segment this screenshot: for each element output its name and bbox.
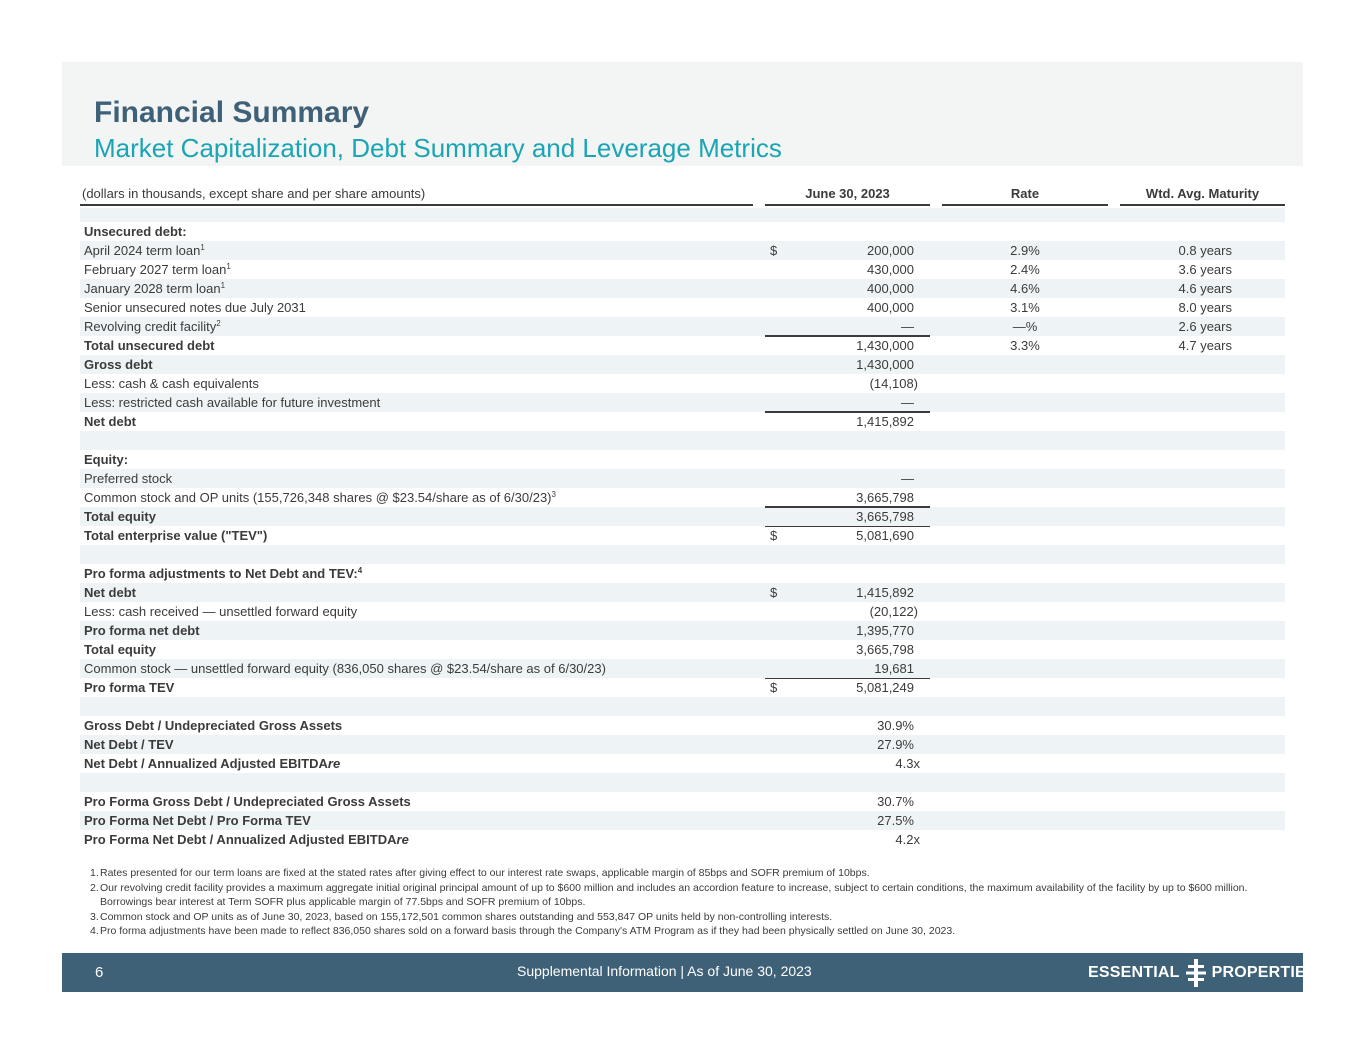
- section-title: Unsecured debt:: [84, 224, 187, 239]
- footnote: 2. Our revolving credit facility provides a maximum aggregate initial original principal amount of up to $600 million and includes an accordion feature to increase, subject to certain conditions, the maximum availability of the facility by up to $600 million. Borrowings bear interest at Term SOFR plus applicable margin of 77.5bps and SOFR premium of 10bps.: [90, 881, 1248, 908]
- page-number: 6: [95, 964, 104, 981]
- section-title: Equity:: [84, 452, 129, 467]
- header-rule: [765, 204, 930, 206]
- spacer-row: [80, 208, 1285, 222]
- spacer-row: [80, 431, 1285, 450]
- spacer-row: [80, 545, 1285, 564]
- footnotes: [84, 866, 1284, 939]
- logo-text-right: PROPERTIES: [1211, 964, 1317, 981]
- metric-row: Pro Forma Gross Debt / Undepreciated Gross Assets 30.7%: [84, 794, 914, 809]
- table-row: Less: restricted cash available for future investment —: [80, 393, 1285, 412]
- company-logo: [1088, 961, 1317, 985]
- spacer-row: [80, 697, 1285, 716]
- column-header-rate: Rate: [1010, 186, 1040, 201]
- table-row: February 2027 term loan$^1$ 430,000 2.4% 3.6 years: [84, 262, 1232, 277]
- metric-row: Gross Debt / Undepreciated Gross Assets 30.9%: [84, 718, 914, 733]
- financial-table: [80, 180, 1285, 849]
- header-rule: [80, 204, 753, 206]
- table-row: Pro forma net debt 1,395,770: [80, 621, 1285, 640]
- header-rule: [1120, 204, 1285, 206]
- page-title: Financial Summary: [94, 96, 370, 129]
- column-header-maturity: Wtd. Avg. Maturity: [1145, 186, 1260, 201]
- table-note: (dollars in thousands, except share and per share amounts): [82, 186, 426, 201]
- table-row: Common stock and OP units (155,726,348 shares @ $23.54/share as of 6/30/23)$^3$ 3,665,798: [84, 490, 914, 505]
- table-row: Gross debt 1,430,000: [80, 355, 1285, 374]
- table-row-total: Total equity 3,665,798: [80, 507, 1285, 526]
- table-row: Net debt $ 1,415,892: [80, 583, 1285, 602]
- footer-bar: [62, 953, 1317, 992]
- table-row-total: Total unsecured debt 1,430,000 3.3% 4.7 years: [80, 336, 1285, 355]
- table-row: Less: cash received — unsettled forward equity (20,122): [80, 602, 1285, 621]
- table-row: Revolving credit facility$^2$ — —% 2.6 years: [80, 317, 1285, 336]
- table-row: April 2024 term loan$^1$ $ 200,000 2.9% 0.8 years: [80, 241, 1285, 260]
- metric-row: Pro Forma Net Debt / Pro Forma TEV 27.5%: [80, 811, 1285, 830]
- table-row: Less: cash & cash equivalents (14,108): [84, 376, 918, 391]
- metric-row: Net Debt / Annualized Adjusted EBITDAre 4.3x: [84, 756, 920, 771]
- table-row: Common stock — unsettled forward equity (836,050 shares @ $23.54/share as of 6/30/23) 19,681: [80, 659, 1285, 678]
- header-rule: [942, 204, 1108, 206]
- table-row: Total equity 3,665,798: [84, 642, 914, 657]
- footnote: 3. Common stock and OP units as of June 30, 2023, based on 155,172,501 common shares outstanding and 553,847 OP units held by non-controlling interests.: [90, 910, 833, 923]
- table-row-total: Pro forma TEV $ 5,081,249: [80, 678, 1285, 697]
- slide: [62, 62, 1317, 992]
- table-header: [80, 180, 1285, 208]
- metric-row: Net Debt / TEV 27.9%: [80, 735, 1285, 754]
- table-row-total: Total enterprise value ("TEV") $ 5,081,690: [80, 526, 1285, 545]
- logo-text-left: ESSENTIAL: [1088, 964, 1180, 981]
- logo-mark-icon: [1186, 959, 1206, 987]
- spacer-row: [80, 773, 1285, 792]
- footnote: 4. Pro forma adjustments have been made to reflect 836,050 shares sold on a forward basis through the Company's ATM Program as if they had been physically settled on June 30, 2023.: [90, 925, 956, 937]
- metric-row: Pro Forma Net Debt / Annualized Adjusted EBITDAre 4.2x: [84, 832, 920, 847]
- footnote: 1. Rates presented for our term loans are fixed at the stated rates after giving effect to our interest rate swaps, applicable margin of 85bps and SOFR premium of 10bps.: [90, 867, 870, 879]
- table-row: January 2028 term loan$^1$ 400,000 4.6% 4.6 years: [80, 279, 1285, 298]
- header-band: [62, 62, 1303, 166]
- section-title: Pro forma adjustments to Net Debt and TEV:$^4$: [84, 566, 363, 581]
- page-subtitle: Market Capitalization, Debt Summary and Leverage Metrics: [94, 133, 782, 163]
- table-row: Senior unsecured notes due July 2031 400,000 3.1% 8.0 years: [84, 300, 1232, 315]
- column-header-amount: June 30, 2023: [805, 186, 890, 201]
- footer-caption: Supplemental Information | As of June 30, 2023: [517, 963, 812, 979]
- table-row-total: Net debt 1,415,892: [80, 412, 1285, 431]
- table-row: Preferred stock —: [80, 469, 1285, 488]
